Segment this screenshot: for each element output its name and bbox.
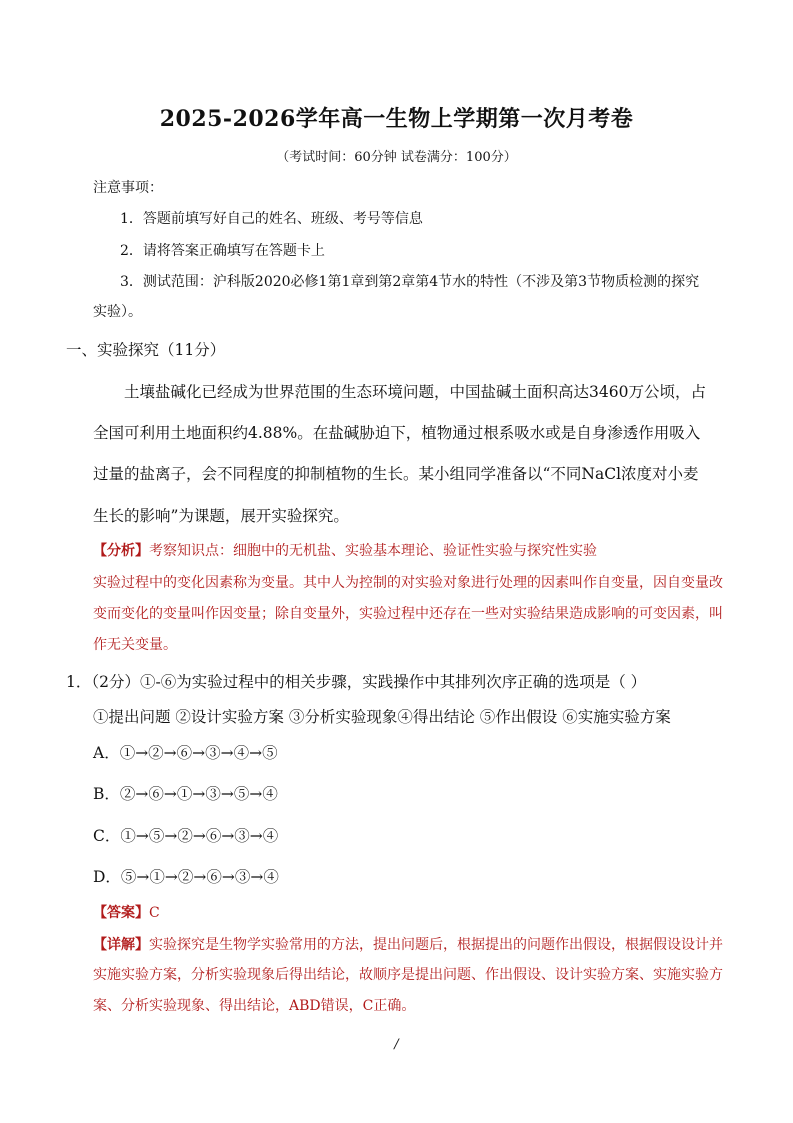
analysis-line [93, 540, 597, 560]
intro-line: 土壤盐碱化已经成为世界范围的生态环境问题，中国盐碱土面积高达3460万公顷，占 [124, 383, 706, 401]
answer-label: 【答案】 [93, 905, 149, 921]
intro-line: 过量的盐离子，会不同程度的抑制植物的生长。某小组同学准备以“不同NaCl浓度对小麦 [93, 465, 699, 483]
detail-text: 实验探究是生物学实验常用的方法，提出问题后，根据提出的问题作出假设，根据假设设计并 [149, 937, 723, 953]
analysis-line: 实验过程中的变化因素称为变量。其中人为控制的对实验对象进行处理的因素叫作自变量，因自变量改 [93, 575, 723, 591]
section-heading: 一、实验探究（11分） [66, 341, 226, 359]
notes-heading: 注意事项： [93, 180, 163, 196]
intro-line: 全国可利用土地面积约4.88%。在盐碱胁迫下，植物通过根系吸水或是自身渗透作用吸入 [93, 424, 701, 442]
option-c: C．①→⑤→②→⑥→③→④ [93, 827, 279, 845]
analysis-line: 变而变化的变量叫作因变量；除自变量外，实验过程中还存在一些对实验结果造成影响的可变因素，叫 [93, 606, 723, 622]
option-b: B．②→⑥→①→③→⑤→④ [93, 785, 278, 803]
analysis-label: 【分析】 [93, 543, 149, 559]
answer-line [93, 902, 160, 922]
exam-info: （考试时间：60分钟 试卷满分：100分） [276, 150, 517, 165]
analysis-text: 考察知识点：细胞中的无机盐、实验基本理论、验证性实验与探究性实验 [149, 543, 597, 559]
notes-item: 1．答题前填写好自己的姓名、班级、考号等信息 [120, 211, 423, 227]
question-steps: ①提出问题 ②设计实验方案 ③分析实验现象④得出结论 ⑤作出假设 ⑥实施实验方案 [93, 708, 671, 726]
detail-line: 实施实验方案，分析实验现象后得出结论，故顺序是提出问题、作出假设、设计实验方案、实施实验方 [93, 967, 723, 983]
page-number: / [394, 1037, 399, 1052]
option-d: D．⑤→①→②→⑥→③→④ [93, 868, 279, 886]
detail-label: 【详解】 [93, 937, 149, 953]
notes-item: 3．测试范围：沪科版2020必修1第1章到第2章第4节水的特性（不涉及第3节物质检测的探究 [120, 274, 700, 290]
answer-value: C [149, 905, 160, 921]
analysis-line: 作无关变量。 [93, 637, 177, 653]
intro-line: 生长的影响”为课题，展开实验探究。 [93, 507, 349, 525]
detail-line: 案、分析实验现象、得出结论，ABD错误，C正确。 [93, 998, 416, 1014]
detail-line [93, 934, 723, 954]
page-title: 2025-2026学年高一生物上学期第一次月考卷 [159, 106, 634, 132]
notes-item: 实验）。 [93, 304, 142, 320]
option-a: A．①→②→⑥→③→④→⑤ [93, 744, 278, 762]
notes-item: 2．请将答案正确填写在答题卡上 [120, 243, 325, 259]
question-stem: 1．（2分）①-⑥为实验过程中的相关步骤，实践操作中其排列次序正确的选项是（ ） [66, 673, 647, 691]
